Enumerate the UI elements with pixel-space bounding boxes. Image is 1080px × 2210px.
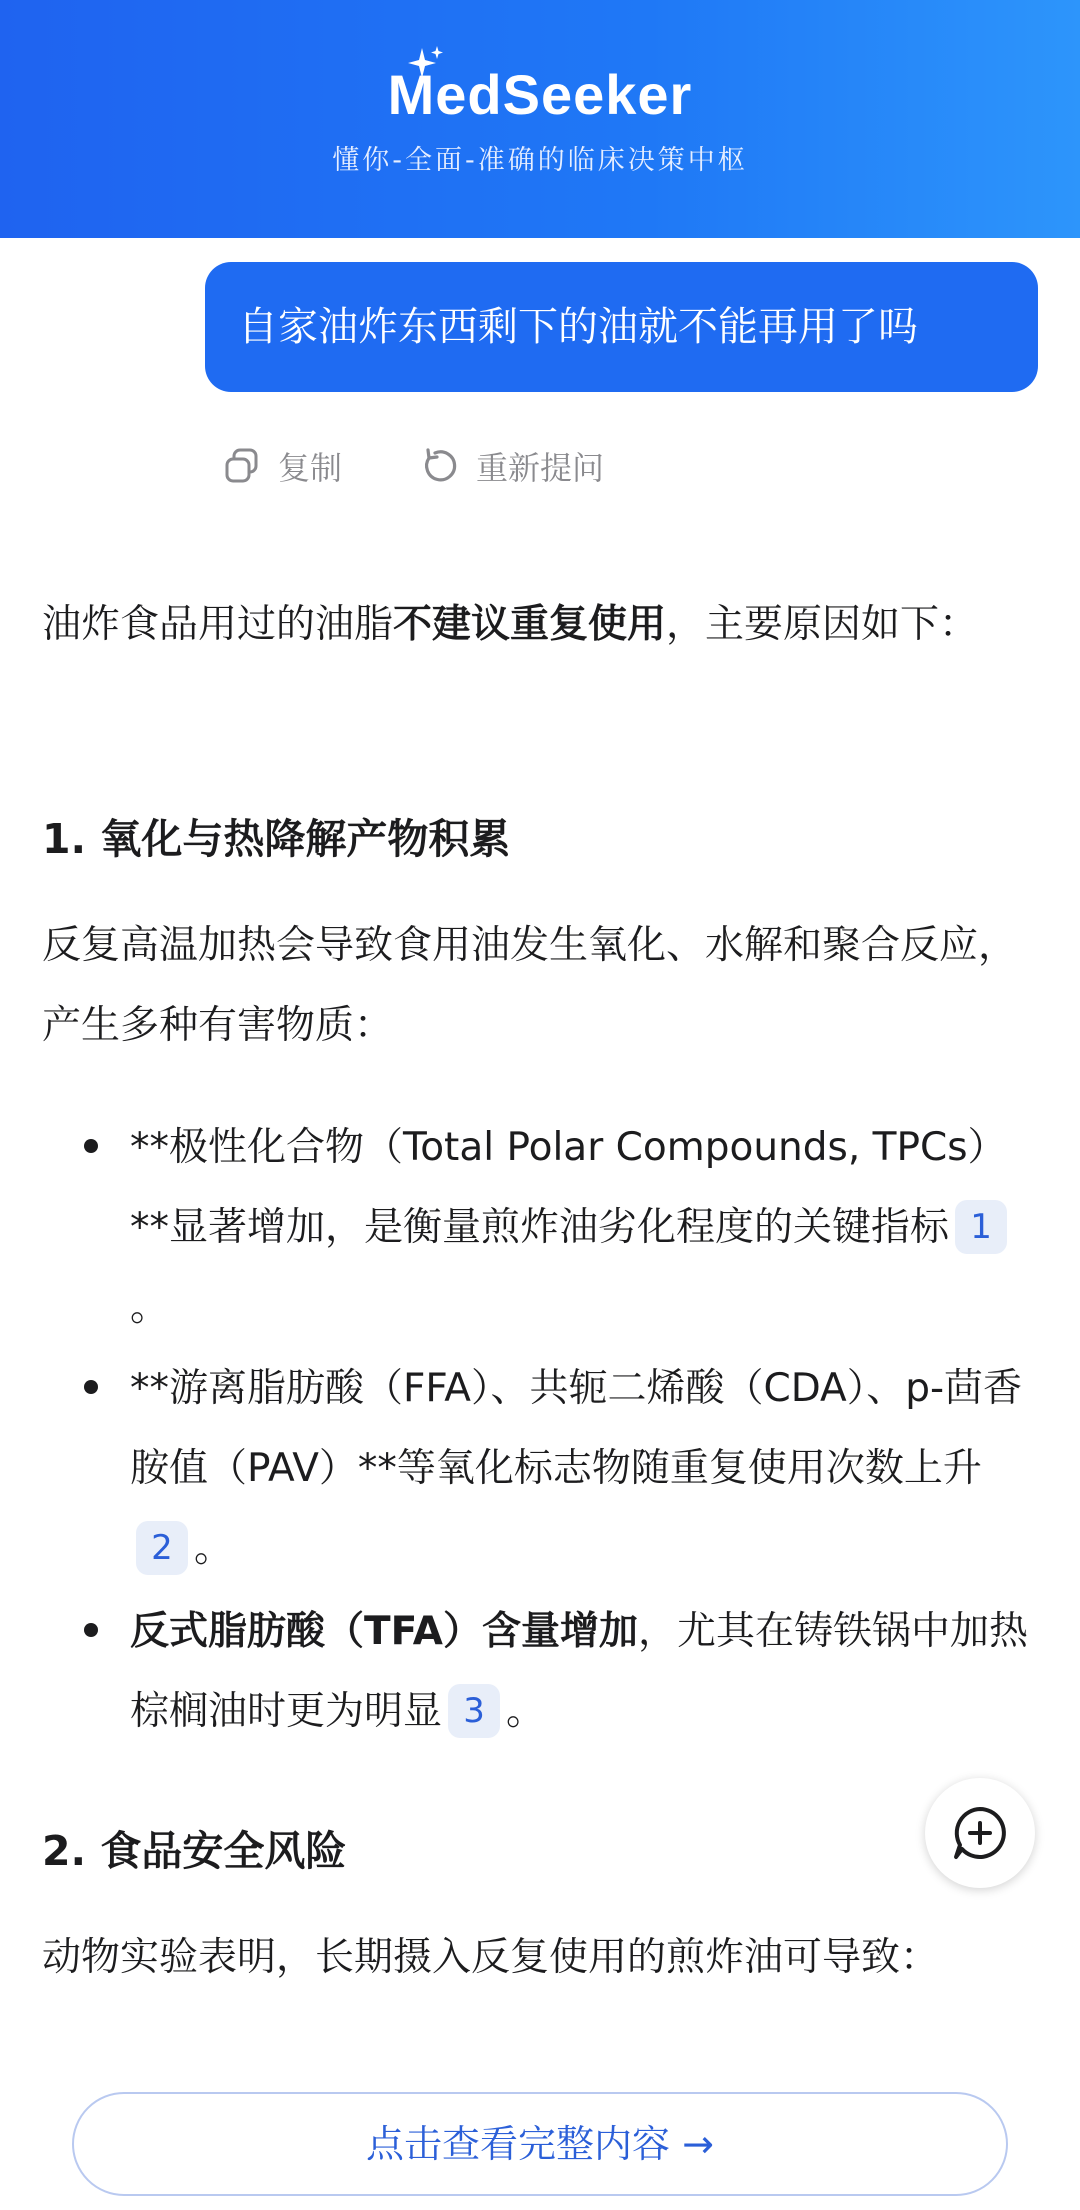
list-item-text: **游离脂肪酸（FFA）、共轭二烯酸（CDA）、p-茴香胺值（PAV）**等氧化标志物随重复使用次数上升	[130, 1366, 1023, 1491]
bullet-dot	[84, 1139, 98, 1153]
bullet-dot	[84, 1380, 98, 1394]
answer-intro	[42, 585, 1042, 665]
intro-text-end: ，主要原因如下：	[666, 602, 979, 647]
regenerate-button[interactable]	[420, 440, 604, 492]
brand-tagline: 懂你-全面-准确的临床决策中枢	[332, 145, 748, 176]
section1-heading: 1. 氧化与热降解产物积累	[42, 815, 511, 863]
copy-label: 复制	[278, 449, 343, 487]
list-item: **极性化合物（Total Polar Compounds, TPCs）**显著增加，是衡量煎炸油劣化程度的关键指标 1。	[130, 1108, 1040, 1348]
list-item-emphasis: 反式脂肪酸（TFA）含量增加	[130, 1609, 638, 1654]
section1-text: 反复高温加热会导致食用油发生氧化、水解和聚合反应，产生多种有害物质：	[42, 923, 1018, 1048]
section2-text: 动物实验表明，长期摄入反复使用的煎炸油可导致：	[42, 1935, 940, 1980]
list-item-text: **极性化合物（Total Polar Compounds, TPCs）**显著增加，是衡量煎炸油劣化程度的关键指标	[130, 1125, 1007, 1250]
list-item: **游离脂肪酸（FFA）、共轭二烯酸（CDA）、p-茴香胺值（PAV）**等氧化标志物随重复使用次数上升2 。	[130, 1349, 1040, 1589]
new-chat-button[interactable]	[925, 1778, 1035, 1888]
citation-badge[interactable]: 3	[448, 1684, 500, 1738]
copy-icon	[222, 446, 262, 486]
regenerate-label: 重新提问	[476, 449, 605, 487]
copy-button[interactable]	[222, 440, 342, 492]
list-item: 反式脂肪酸（TFA）含量增加，尤其在铸铁锅中加热棕榈油时更为明显 3 。	[130, 1592, 1040, 1752]
brand-logo: MedSeeker	[387, 63, 693, 126]
view-full-content-button[interactable]: 点击查看完整内容 →	[72, 2092, 1008, 2196]
user-message-bubble: 自家油炸东西剩下的油就不能再用了吗	[205, 262, 1038, 392]
refresh-icon	[420, 446, 460, 486]
chat-plus-icon	[948, 1801, 1012, 1865]
app-header	[0, 0, 1080, 238]
list-item-text: ，尤其在铸铁锅中加热棕榈油时更为明显	[130, 1609, 1028, 1734]
citation-badge[interactable]: 2	[136, 1521, 188, 1575]
intro-emphasis: 不建议重复使用	[393, 602, 667, 647]
section2-heading: 2. 食品安全风险	[42, 1827, 347, 1875]
bullet-dot	[84, 1623, 98, 1637]
citation-badge[interactable]: 1	[955, 1200, 1007, 1254]
intro-text: 油炸食品用过的油脂	[42, 602, 394, 647]
